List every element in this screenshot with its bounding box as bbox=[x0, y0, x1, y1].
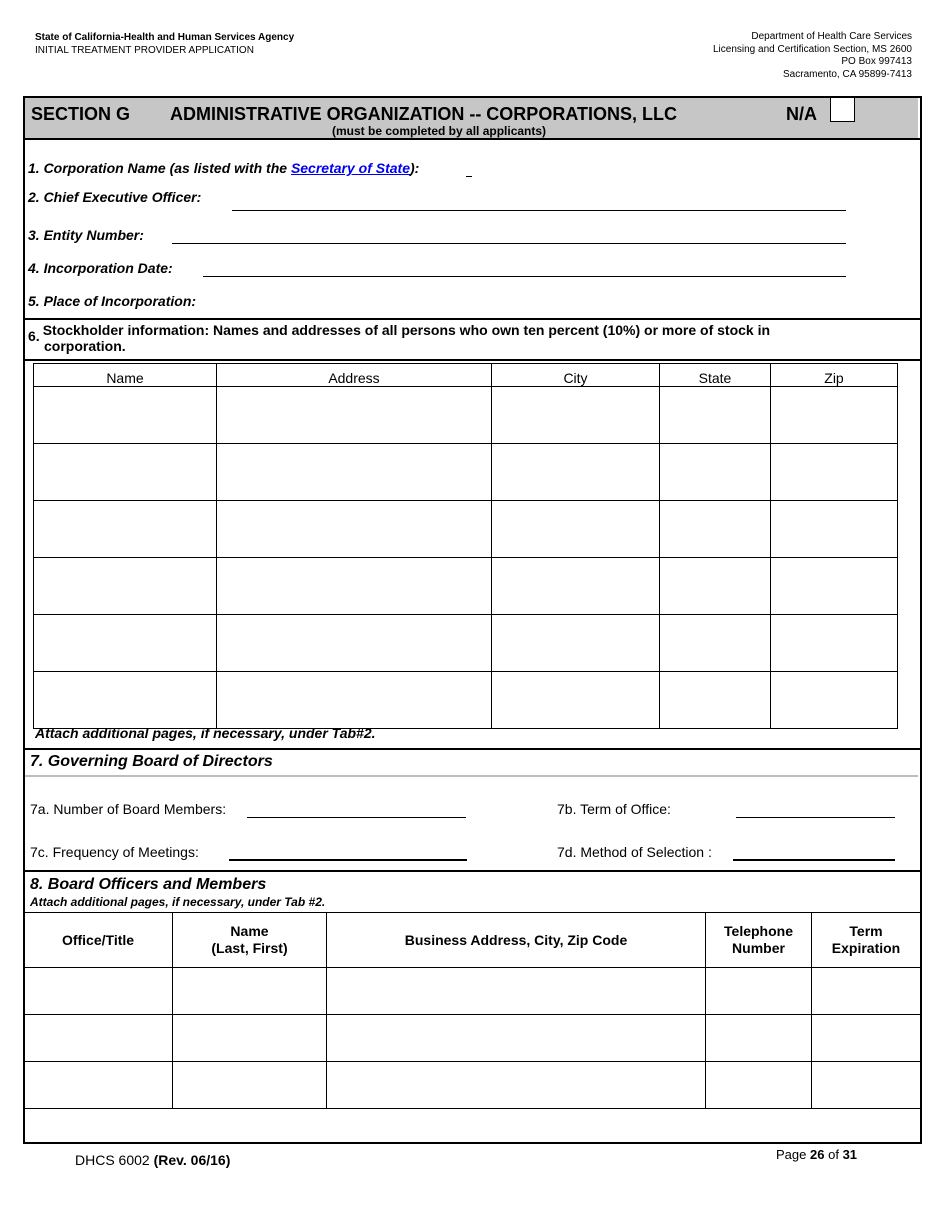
q6-stockholder-note bbox=[28, 322, 770, 354]
q7a-label: 7a. Number of Board Members: bbox=[30, 801, 227, 817]
q3-label: 3. Entity Number: bbox=[28, 227, 144, 243]
dept-name: Department of Health Care Services bbox=[751, 31, 912, 42]
section-title: ADMINISTRATIVE ORGANIZATION -- CORPORATIONS, LLC bbox=[170, 104, 677, 124]
cell[interactable] bbox=[24, 1062, 173, 1109]
col-telephone bbox=[706, 913, 812, 968]
table-row bbox=[34, 615, 898, 672]
q1-label: 1. Corporation Name (as listed with the bbox=[28, 160, 291, 176]
page-label: Page bbox=[776, 1147, 807, 1162]
cell[interactable] bbox=[217, 558, 492, 615]
cell[interactable] bbox=[327, 968, 706, 1015]
cell[interactable] bbox=[660, 444, 771, 501]
secretary-of-state-link[interactable]: Secretary of State bbox=[290, 160, 410, 176]
board-members-field[interactable] bbox=[247, 817, 466, 818]
selection-method-field[interactable] bbox=[733, 859, 895, 861]
divider bbox=[23, 138, 920, 140]
section-subtitle: (must be completed by all applicants) bbox=[332, 124, 547, 138]
table-row bbox=[34, 672, 898, 729]
cell[interactable] bbox=[217, 387, 492, 444]
cell[interactable] bbox=[660, 501, 771, 558]
col-office-label: Office/Title bbox=[61, 931, 135, 948]
agency-header bbox=[35, 31, 294, 57]
term-of-office-field[interactable] bbox=[736, 817, 895, 818]
divider bbox=[25, 775, 918, 777]
cell[interactable] bbox=[812, 968, 921, 1015]
cell[interactable] bbox=[771, 501, 898, 558]
col-city: City bbox=[492, 364, 660, 387]
table-row bbox=[34, 501, 898, 558]
department-address bbox=[713, 31, 912, 81]
cell[interactable] bbox=[812, 1062, 921, 1109]
q1-corporation-name bbox=[28, 160, 419, 176]
cell[interactable] bbox=[660, 387, 771, 444]
col-address-label: Business Address, City, Zip Code bbox=[404, 931, 628, 948]
cell[interactable] bbox=[217, 444, 492, 501]
cell[interactable] bbox=[812, 1015, 921, 1062]
meeting-frequency-field[interactable] bbox=[229, 859, 467, 861]
cell[interactable] bbox=[492, 501, 660, 558]
cell[interactable] bbox=[34, 615, 217, 672]
divider bbox=[23, 359, 920, 361]
officers-title: 8. Board Officers and Members bbox=[30, 876, 267, 893]
cell[interactable] bbox=[492, 387, 660, 444]
cell[interactable] bbox=[34, 558, 217, 615]
cell[interactable] bbox=[492, 672, 660, 729]
cell[interactable] bbox=[34, 501, 217, 558]
divider bbox=[23, 870, 920, 872]
board-title: 7. Governing Board of Directors bbox=[30, 753, 273, 770]
page-number bbox=[776, 1147, 857, 1162]
cell[interactable] bbox=[217, 672, 492, 729]
cell[interactable] bbox=[34, 444, 217, 501]
col-term-label: Term bbox=[849, 923, 883, 939]
cell[interactable] bbox=[771, 387, 898, 444]
col-phone-sub: Number bbox=[732, 940, 785, 956]
col-phone-label: Telephone bbox=[724, 923, 793, 939]
q6-text: Stockholder information: Names and addresses of all persons who own ten percent (10%) or more of stock in bbox=[42, 322, 771, 338]
form-number: DHCS 6002 bbox=[75, 1152, 150, 1168]
cell[interactable] bbox=[327, 1015, 706, 1062]
section-label: SECTION G bbox=[31, 104, 131, 124]
table-row bbox=[24, 1015, 921, 1062]
cell[interactable] bbox=[771, 558, 898, 615]
q7d-label: 7d. Method of Selection : bbox=[557, 844, 712, 860]
cell[interactable] bbox=[660, 615, 771, 672]
col-term-sub: Expiration bbox=[831, 940, 901, 956]
attach-note: Attach additional pages, if necessary, under Tab#2. bbox=[35, 725, 376, 741]
page-total: 31 bbox=[842, 1147, 858, 1162]
q6-number: 6. bbox=[28, 328, 40, 344]
na-checkbox[interactable] bbox=[830, 97, 855, 122]
q7b-label: 7b. Term of Office: bbox=[557, 801, 671, 817]
q1-field[interactable] bbox=[466, 176, 472, 177]
col-name-label: Name bbox=[230, 923, 269, 939]
q4-label: 4. Incorporation Date: bbox=[28, 260, 173, 276]
col-address: Address bbox=[217, 364, 492, 387]
officers-table bbox=[23, 912, 921, 1109]
col-term-expiration bbox=[812, 913, 921, 968]
table-header-row bbox=[24, 913, 921, 968]
divider bbox=[23, 748, 920, 750]
form-revision: (Rev. 06/16) bbox=[153, 1152, 231, 1168]
cell[interactable] bbox=[34, 387, 217, 444]
cell[interactable] bbox=[24, 1015, 173, 1062]
cell[interactable] bbox=[706, 968, 812, 1015]
cell[interactable] bbox=[660, 672, 771, 729]
q6-text-cont: corporation. bbox=[44, 338, 126, 354]
table-row bbox=[24, 1062, 921, 1109]
cell[interactable] bbox=[492, 558, 660, 615]
cell[interactable] bbox=[492, 615, 660, 672]
form-id bbox=[75, 1152, 230, 1168]
col-name-sub: (Last, First) bbox=[211, 940, 288, 956]
cell[interactable] bbox=[217, 615, 492, 672]
cell[interactable] bbox=[24, 968, 173, 1015]
cell[interactable] bbox=[173, 968, 327, 1015]
na-label: N/A bbox=[786, 104, 817, 124]
cell[interactable] bbox=[706, 1062, 812, 1109]
col-state: State bbox=[660, 364, 771, 387]
ceo-field[interactable] bbox=[232, 210, 846, 211]
q7c-label: 7c. Frequency of Meetings: bbox=[30, 844, 199, 860]
dept-city: Sacramento, CA 95899-7413 bbox=[783, 68, 912, 80]
divider bbox=[23, 318, 920, 320]
cell[interactable] bbox=[217, 501, 492, 558]
entity-number-field[interactable] bbox=[172, 243, 846, 244]
cell[interactable] bbox=[771, 672, 898, 729]
cell[interactable] bbox=[34, 672, 217, 729]
incorporation-date-field[interactable] bbox=[203, 276, 846, 277]
q5-label: 5. Place of Incorporation: bbox=[28, 293, 197, 309]
cell[interactable] bbox=[706, 1015, 812, 1062]
q1-suffix: ): bbox=[410, 160, 420, 176]
page-of: of bbox=[828, 1147, 839, 1162]
table-row bbox=[34, 387, 898, 444]
cell[interactable] bbox=[173, 1015, 327, 1062]
cell[interactable] bbox=[173, 1062, 327, 1109]
col-name bbox=[173, 913, 327, 968]
application-name: INITIAL TREATMENT PROVIDER APPLICATION bbox=[35, 45, 254, 56]
cell[interactable] bbox=[327, 1062, 706, 1109]
agency-name: State of California-Health and Human Services Agency bbox=[35, 32, 295, 43]
cell[interactable] bbox=[660, 558, 771, 615]
dept-po-box: PO Box 997413 bbox=[841, 56, 912, 67]
col-zip: Zip bbox=[771, 364, 898, 387]
table-header-row bbox=[34, 364, 898, 387]
table-row bbox=[34, 444, 898, 501]
col-business-address bbox=[327, 913, 706, 968]
q2-label: 2. Chief Executive Officer: bbox=[28, 189, 202, 205]
col-office-title bbox=[24, 913, 173, 968]
cell[interactable] bbox=[771, 615, 898, 672]
col-name: Name bbox=[34, 364, 217, 387]
cell[interactable] bbox=[492, 444, 660, 501]
page-current: 26 bbox=[810, 1147, 825, 1162]
officers-subtitle: Attach additional pages, if necessary, under Tab #2. bbox=[30, 895, 326, 909]
cell[interactable] bbox=[771, 444, 898, 501]
dept-section: Licensing and Certification Section, MS 2600 bbox=[712, 43, 912, 55]
stockholder-table bbox=[33, 363, 898, 729]
table-row bbox=[24, 968, 921, 1015]
table-row bbox=[34, 558, 898, 615]
